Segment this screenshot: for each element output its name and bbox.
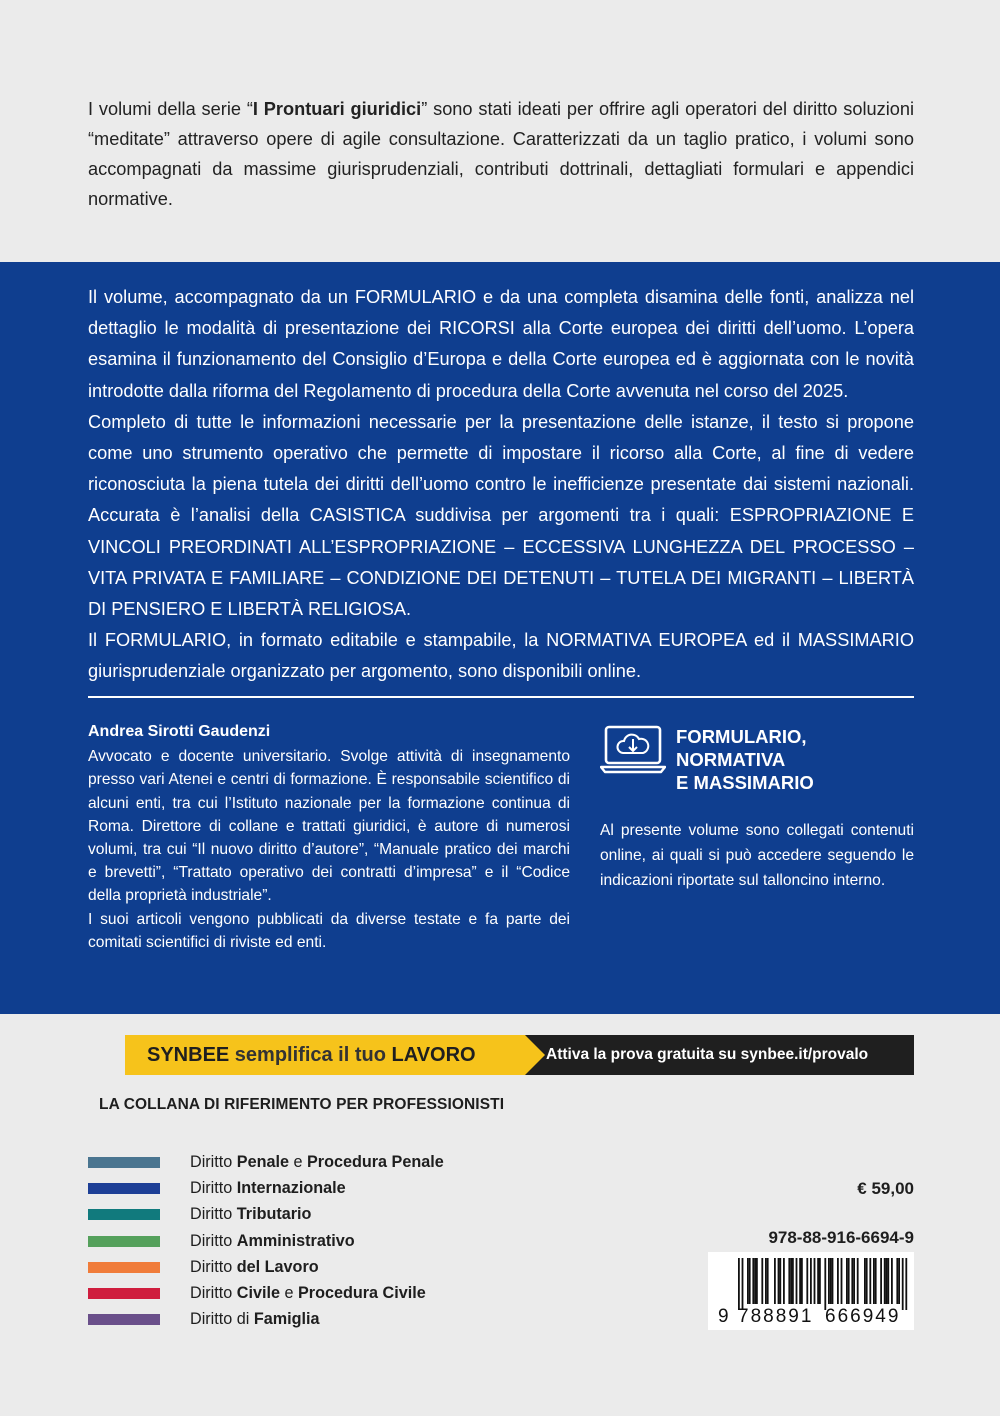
series-label-part: Diritto (190, 1152, 237, 1171)
series-item (88, 1254, 568, 1280)
banner-keyword: LAVORO (391, 1044, 476, 1066)
banner-middle: semplifica il tuo (229, 1044, 392, 1066)
series-color-swatch (88, 1236, 160, 1247)
series-label-part: Procedura Penale (306, 1152, 444, 1171)
series-color-swatch (88, 1183, 160, 1194)
description-paragraph: Il FORMULARIO, in formato editabile e stampabile, la NORMATIVA EUROPEA ed il MASSIMARIO giurisprudenziale organizzato per argomento, sono disponibili online. (88, 630, 914, 682)
series-label-part: Diritto (190, 1231, 237, 1250)
description-paragraph: Il volume, accompagnato da un FORMULARIO e da una completa disamina delle fonti, analizza nel dettaglio le modalità di presentazione dei RICORSI alla Corte europea dei diritti dell’uomo. L’opera esamina il funzionamento del Consiglio d’Europa e della Corte europea ed è aggiornata con le novità introdotte dalla riforma del Regolamento di procedura della Corte avvenuta nel corso del 2025. (88, 287, 914, 401)
series-label-part: Diritto (190, 1257, 237, 1276)
series-label-part: Penale (236, 1152, 289, 1171)
isbn: 978-88-916-6694-9 (768, 1228, 914, 1247)
series-list (88, 1149, 568, 1333)
series-color-swatch (88, 1314, 160, 1325)
online-title (676, 725, 914, 794)
series-label-part: e (279, 1284, 298, 1303)
intro-suffix: ” sono stati ideati per offrire agli operatori del diritto soluzioni “meditate” attraverso opere di agile consultazione. Caratterizzati da un taglio pratico, i volumi sono accompagnati da massime giurisprudenziali, contributi dottrinali, dettagliati formulari e appendici normative. (88, 99, 915, 209)
banner-slogan (147, 1035, 476, 1075)
online-title-line: FORMULARIO, NORMATIVA (676, 726, 807, 770)
series-label-part: del Lavoro (236, 1257, 319, 1276)
series-item (88, 1307, 568, 1333)
series-item (88, 1202, 568, 1228)
series-label (190, 1258, 319, 1277)
synbee-banner[interactable] (125, 1035, 914, 1075)
online-content-box (600, 724, 914, 893)
series-name: I Prontuari giuridici (252, 99, 422, 119)
series-label-part: Famiglia (253, 1310, 320, 1329)
series-label (190, 1153, 444, 1172)
online-description: Al presente volume sono collegati contenuti online, ai quali si può accedere seguendo le indicazioni riportate sul talloncino interno. (600, 822, 914, 889)
series-label (190, 1205, 311, 1224)
banner-cta[interactable]: Attiva la prova gratuita su synbee.it/provalo (546, 1046, 869, 1063)
laptop-download-icon (600, 724, 666, 774)
series-color-swatch (88, 1288, 160, 1299)
barcode (708, 1252, 914, 1330)
series-label-part: e (288, 1152, 307, 1171)
intro-prefix: I volumi della serie “ (88, 99, 253, 119)
description-panel (0, 262, 1000, 1014)
series-label-part: Amministrativo (236, 1231, 355, 1250)
barcode-first-digit: 9 (718, 1306, 729, 1327)
series-label-part: Diritto (190, 1205, 237, 1224)
series-label-part: Civile (236, 1284, 280, 1303)
series-label-part: Diritto (190, 1178, 237, 1197)
series-intro (88, 94, 914, 214)
series-label-part: Diritto di (190, 1310, 254, 1329)
series-label-part: Tributario (236, 1205, 312, 1224)
series-item (88, 1228, 568, 1254)
series-item (88, 1149, 568, 1175)
series-item (88, 1280, 568, 1306)
barcode-left-group: 788891 (738, 1306, 814, 1327)
series-title: LA COLLANA DI RIFERIMENTO PER PROFESSIONISTI (99, 1096, 505, 1113)
description-paragraph: Completo di tutte le informazioni necessarie per la presentazione delle istanze, il testo si propone come uno strumento operativo che permette di impostare il ricorso alla Corte, al fine di vedere riconosciuta la piena tutela dei diritti dell’uomo contro le inefficienze presentate dai sistemi nazionali. Accurata è l’analisi della CASISTICA suddivisa per argomenti tra i quali: ESPROPRIAZIONE E VINCOLI PREORDINATI ALL’ESPROPRIAZIONE – ECCESSIVA LUNGHEZZA DEL PROCESSO – VITA PRIVATA E FAMILIARE – CONDIZIONE DEI DETENUTI – TUTELA DEI MIGRANTI – LIBERTÀ DI PENSIERO E LIBERTÀ RELIGIOSA. (88, 411, 914, 620)
book-description (88, 282, 914, 688)
series-label (190, 1179, 346, 1198)
divider (88, 696, 914, 698)
series-label-part: Internazionale (236, 1178, 346, 1197)
author-box (88, 720, 570, 954)
series-label (190, 1232, 355, 1251)
series-label-part: Diritto (190, 1284, 237, 1303)
series-item (88, 1175, 568, 1201)
series-color-swatch (88, 1157, 160, 1168)
series-label (190, 1310, 320, 1329)
price: € 59,00 (857, 1179, 914, 1198)
series-label (190, 1284, 426, 1303)
series-color-swatch (88, 1262, 160, 1273)
author-bio: Avvocato e docente universitario. Svolge attività di insegnamento presso vari Atenei e centri di formazione. È responsabile scientifico di alcuni enti, tra cui l’Istituto nazionale per la formazione continua di Roma. Direttore di collane e trattati giuridici, è autore di numerosi volumi, tra cui “Il nuovo diritto d’autore”, “Manuale pratico dei marchi e brevetti”, “Trattato operativo dei contratti d’impresa” e il “Codice della proprietà industriale”. (88, 748, 570, 905)
author-name: Andrea Sirotti Gaudenzi (88, 723, 271, 740)
banner-brand: SYNBEE (147, 1044, 230, 1066)
author-bio-extra: I suoi articoli vengono pubblicati da diverse testate e fa parte dei comitati scientifici di riviste ed enti. (88, 910, 570, 951)
online-title-line: E MASSIMARIO (676, 772, 814, 793)
series-color-swatch (88, 1209, 160, 1220)
series-label-part: Procedura Civile (297, 1284, 426, 1303)
banner-arrow-shape (525, 1035, 545, 1075)
barcode-right-group: 666949 (825, 1306, 901, 1327)
